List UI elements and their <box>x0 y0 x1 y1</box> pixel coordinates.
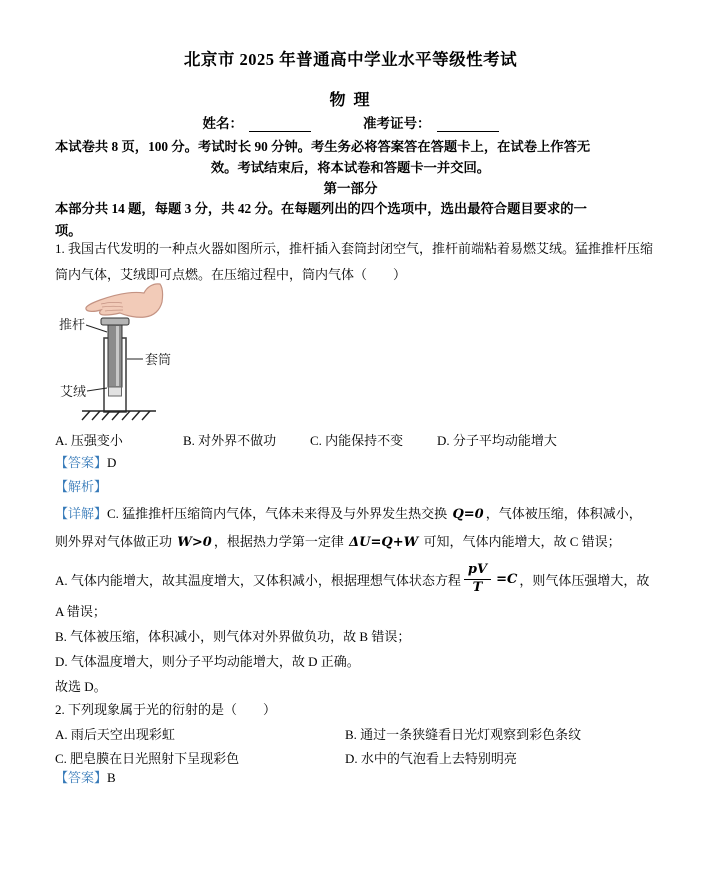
piston-cap <box>101 318 129 325</box>
q1-answer-value: D <box>107 455 117 470</box>
q1-explanation-line3 <box>55 563 655 596</box>
q2-option-c: C. 肥皂膜在日光照射下呈现彩色 <box>55 751 240 766</box>
exam-instructions-line1: 本试卷共 8 页，100 分。考试时长 90 分钟。考生务必将答案答在答题卡上，在试卷上作答无 <box>55 139 591 154</box>
expl-line1-body: C. 猛推推杆压缩筒内气体，气体未来得及与外界发生热交换 <box>107 506 451 521</box>
q1-explanation-line5: B. 气体被压缩，体积减小，则气体对外界做负功，故 B 错误； <box>55 629 411 644</box>
hand-icon <box>86 284 163 317</box>
question-1-stem-line1: 1. 我国古代发明的一种点火器如图所示，推杆插入套筒封闭空气，推杆前端粘着易燃艾绒。猛推推杆压缩 <box>55 241 654 256</box>
figure-label-rod: 推杆 <box>59 317 86 332</box>
question-2-options-row2 <box>55 748 655 766</box>
name-blank-field <box>249 117 311 132</box>
rod-leader-line <box>86 325 107 332</box>
formula-first-law: ΔU=Q+W <box>349 535 419 550</box>
q1-explanation-line1 <box>55 503 655 522</box>
q1-detail-label: 【详解】 <box>55 506 108 521</box>
q2-answer-label: 【答案】 <box>55 770 108 785</box>
q1-answer-label: 【答案】 <box>55 455 108 470</box>
q1-option-b: B. 对外界不做功 <box>183 433 277 448</box>
fraction-numerator: pV <box>464 563 491 580</box>
q2-option-a: A. 雨后天空出现彩虹 <box>55 727 175 742</box>
part-one-heading: 第一部分 <box>323 181 378 196</box>
admission-number-blank-field <box>437 117 499 132</box>
formula-q-zero: Q=0 <box>452 507 484 522</box>
figure-label-moxa: 艾绒 <box>60 384 87 399</box>
expl-line3-text-pre: A. 气体内能增大，故其温度增大，又体积减小，根据理想气体状态方程 <box>55 572 461 588</box>
admission-number-label: 准考证号： <box>363 116 431 131</box>
fraction-denominator: T <box>472 579 483 595</box>
moxa-tinder <box>109 387 122 396</box>
question-2-stem: 2. 下列现象属于光的衍射的是（ ） <box>55 702 277 717</box>
expl-line2-text-mid: ，根据热力学第一定律 <box>213 534 348 549</box>
part-one-description-line2: 项。 <box>55 222 82 238</box>
q2-option-d: D. 水中的气泡看上去特别明亮 <box>345 751 517 766</box>
fire-piston-diagram <box>56 282 220 428</box>
expl-line2-text-pre: 则外界对气体做正功 <box>55 534 176 549</box>
figure-label-sleeve: 套筒 <box>145 352 172 367</box>
q2-answer-row <box>55 767 655 786</box>
q1-option-d: D. 分子平均动能增大 <box>437 433 557 448</box>
formula-gas-state-fraction <box>464 563 491 596</box>
question-1-options <box>55 430 655 448</box>
exam-instructions-line2: 效。考试结束后，将本试卷和答题卡一并交回。 <box>210 160 491 175</box>
q1-analysis-label: 【解析】 <box>55 479 108 494</box>
fire-piston-illustration <box>56 282 220 424</box>
q1-answer-row <box>55 452 655 471</box>
q1-option-a: A. 压强变小 <box>55 433 123 448</box>
q1-option-c: C. 内能保持不变 <box>310 433 404 448</box>
formula-gas-state-rhs: =C <box>496 571 518 587</box>
push-rod <box>108 325 122 387</box>
q1-explanation-line6: D. 气体温度增大，则分子平均动能增大，故 D 正确。 <box>55 654 360 669</box>
part-one-description <box>55 198 655 241</box>
expl-line2-text-post: 可知，气体内能增大，故 C 错误； <box>420 534 621 549</box>
question-1-stem <box>55 236 655 288</box>
part-one-description-line1: 本部分共 14 题，每题 3 分，共 42 分。在每题列出的四个选项中，选出最符合题目要求的一 <box>55 201 587 216</box>
expl-line3-text-post: ，则气体压强增大，故 <box>519 572 650 588</box>
q2-option-b: B. 通过一条狭缝看日光灯观察到彩色条纹 <box>345 727 582 742</box>
q1-explanation-conclusion: 故选 D。 <box>55 679 107 694</box>
question-2-options-row1 <box>55 724 655 742</box>
expl-line1-text-pre <box>55 506 450 521</box>
ground-hatching <box>82 411 156 420</box>
q1-explanation-line2 <box>55 531 655 550</box>
name-label: 姓名： <box>202 116 243 131</box>
q1-explanation-line4: A 错误； <box>55 604 106 619</box>
question-1-stem-line2: 筒内气体，艾绒即可点燃。在压缩过程中，筒内气体（ ） <box>55 267 407 282</box>
expl-line1-text-post: ，气体被压缩，体积减小， <box>485 506 642 521</box>
formula-w-positive: W>0 <box>177 535 212 550</box>
subject-title: 物 理 <box>329 92 372 109</box>
q1-analysis-row <box>55 476 655 495</box>
candidate-info-row <box>0 112 701 132</box>
q2-answer-value: B <box>107 770 116 785</box>
page-title: 北京市 2025 年普通高中学业水平等级性考试 <box>183 50 518 69</box>
